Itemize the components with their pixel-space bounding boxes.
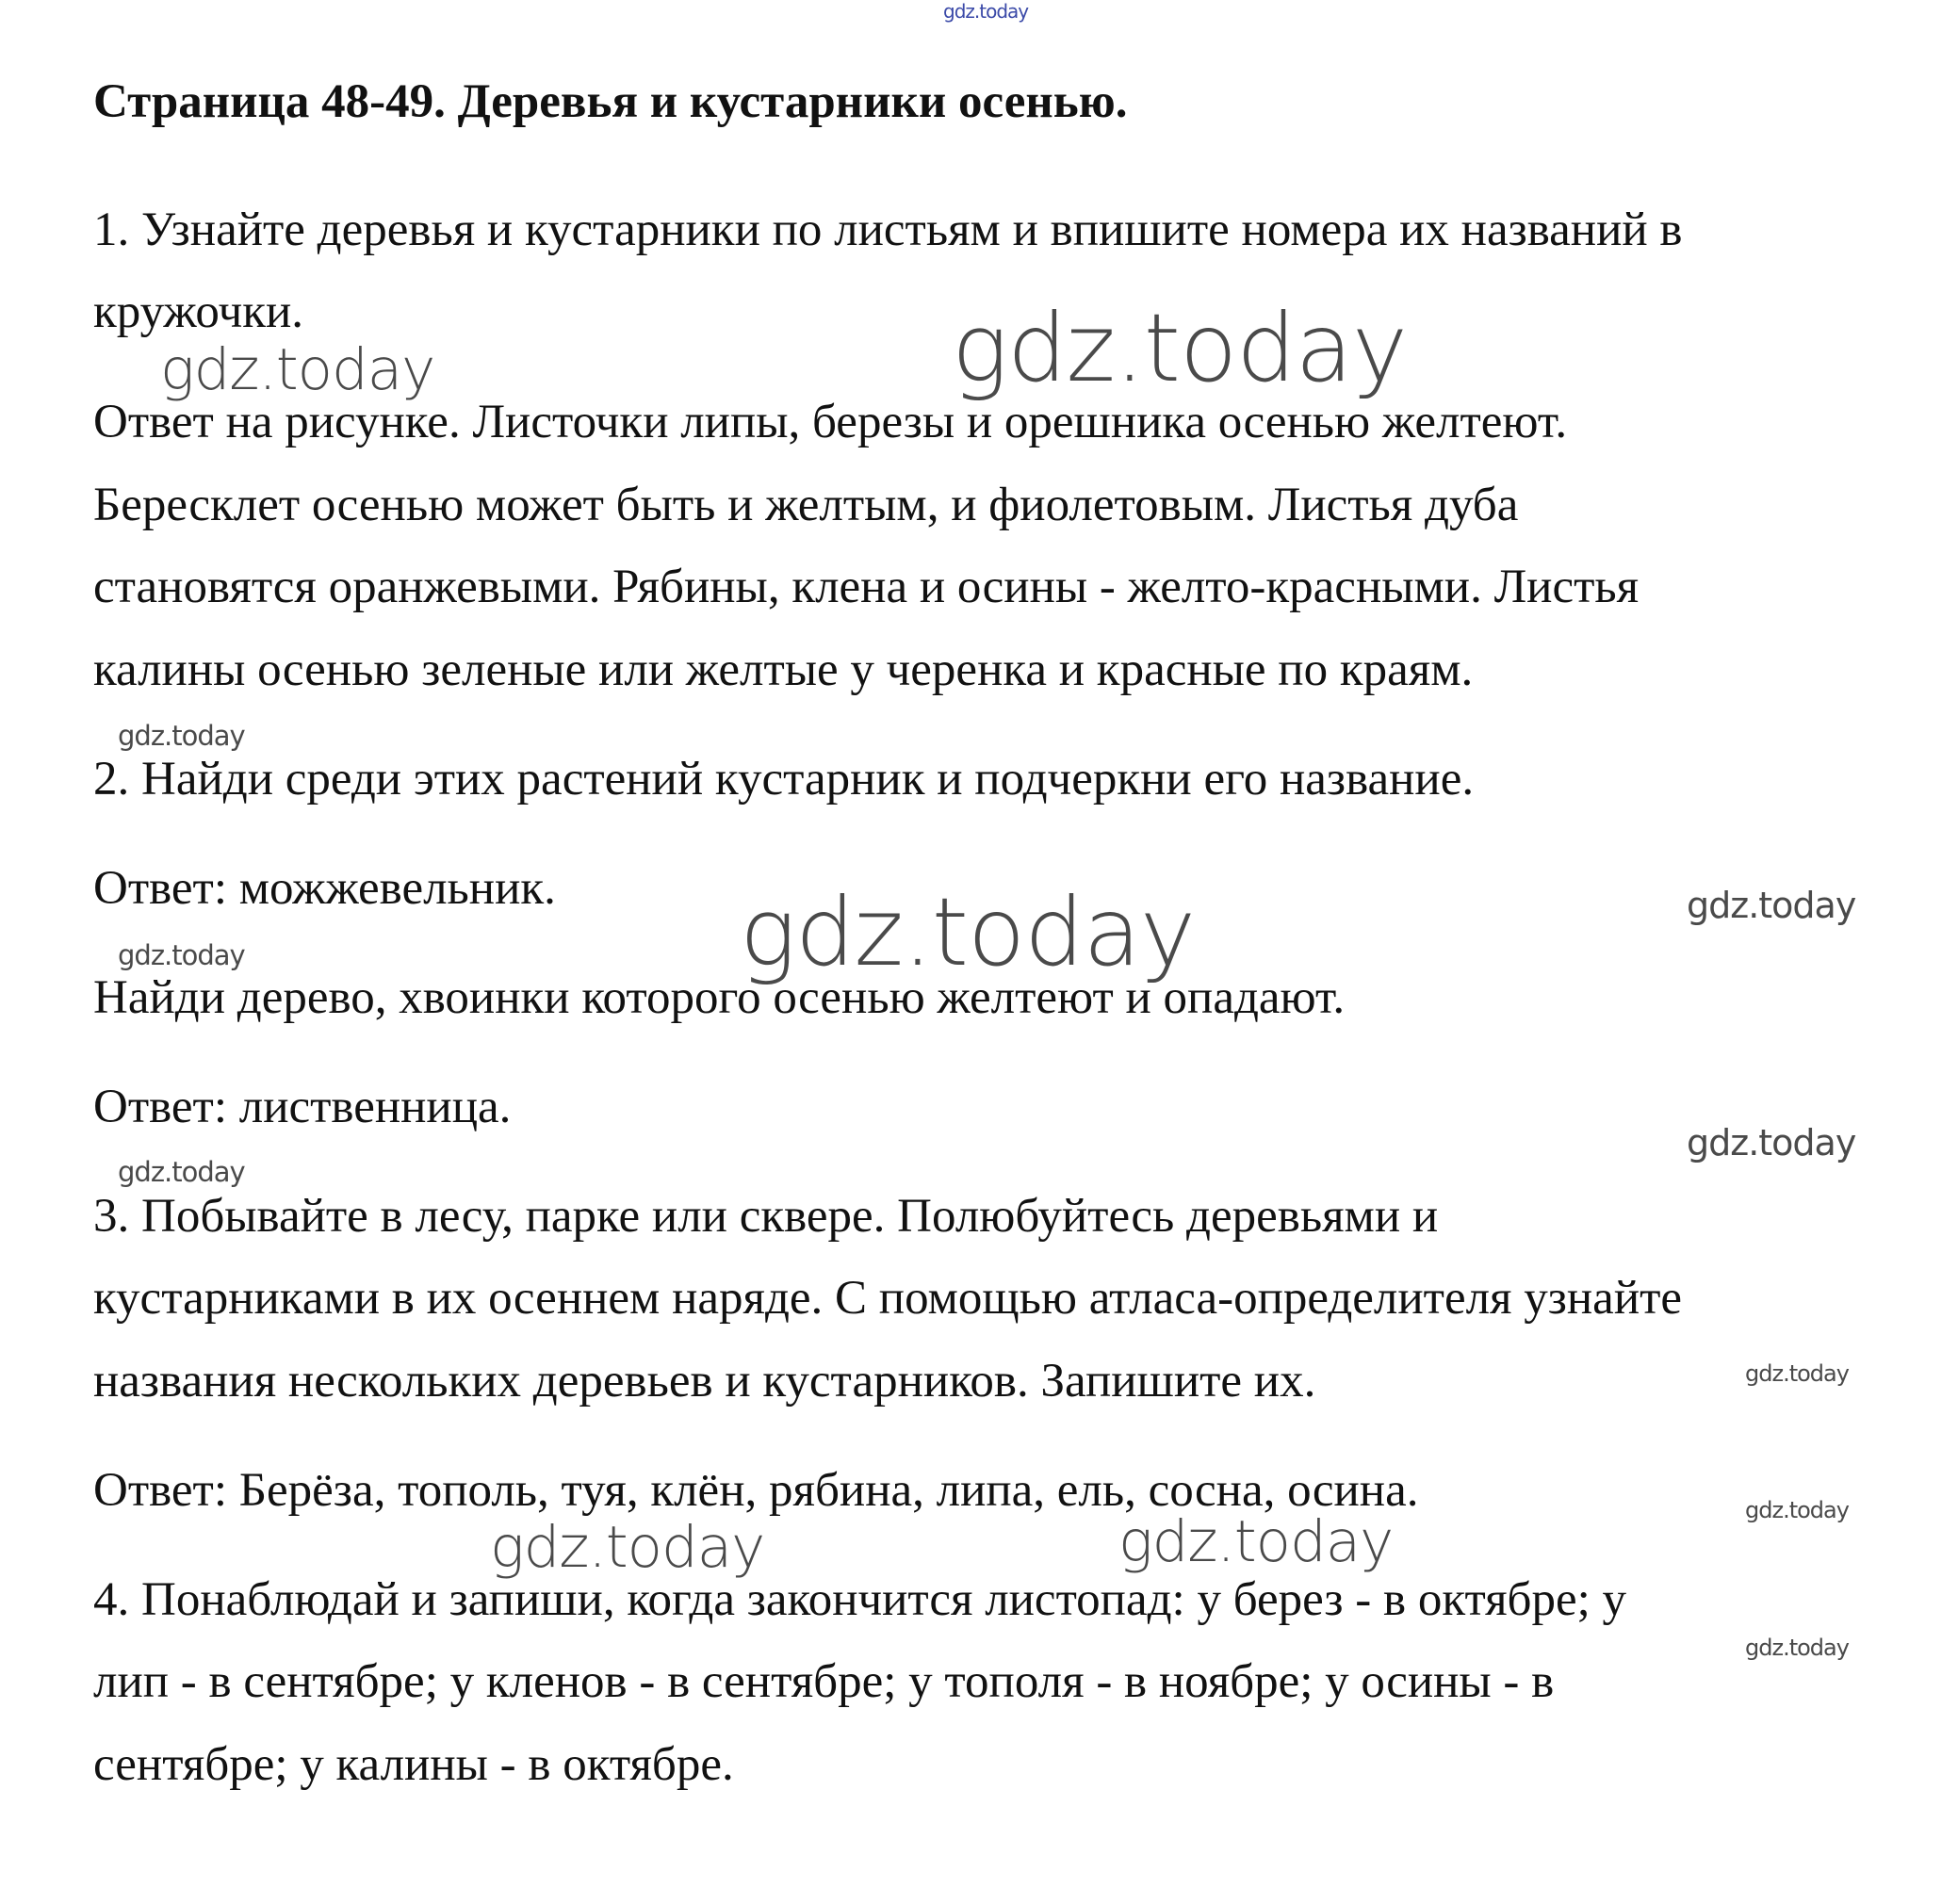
task2-question2: Найди дерево, хвоинки которого осенью желтеют и опадают. [93,971,1346,1024]
watermark-medium-3: gdz.today [1118,1508,1394,1575]
task3-line2: кустарниками в их осеннем наряде. С помощью атласа-определителя узнайте [93,1272,1683,1325]
answer1-line2: Бересклет осенью может быть и желтым, и фиолетовым. Листья дуба [93,479,1519,531]
watermark-small-2: gdz.today [118,939,245,971]
watermark-right-1: gdz.today [1687,885,1856,926]
answer1-line1: Ответ на рисунке. Листочки липы, березы и орешника осенью желтеют. [93,396,1568,448]
watermark-medium-2: gdz.today [490,1514,765,1581]
watermark-right-4: gdz.today [1745,1497,1849,1523]
task1-line1: 1. Узнайте деревья и кустарники по листьям и впишите номера их названий в [93,203,1683,256]
watermark-large-2: gdz.today [740,877,1196,987]
watermark-small-1: gdz.today [118,720,245,752]
task2-answer2: Ответ: лиственница. [93,1081,512,1133]
watermark-top: gdz.today [943,0,1029,23]
watermark-small-3: gdz.today [118,1156,245,1188]
watermark-right-2: gdz.today [1687,1122,1856,1164]
watermark-right-5: gdz.today [1745,1635,1849,1661]
task3-line3: названия нескольких деревьев и кустарников. Запишите их. [93,1355,1316,1408]
task1-line2: кружочки. [93,285,304,338]
task4-line3: сентябре; у калины - в октябре. [93,1738,734,1791]
task4-line1: 4. Понаблюдай и запиши, когда закончится листопад: у берез - в октябре; у [93,1573,1627,1626]
task3-line1: 3. Побывайте в лесу, парке или сквере. Полюбуйтесь деревьями и [93,1190,1439,1243]
watermark-right-3: gdz.today [1745,1360,1849,1387]
watermark-large-1: gdz.today [952,293,1408,403]
watermark-medium-1: gdz.today [160,336,435,403]
answer1-line3: становятся оранжевыми. Рябины, клена и осины - желто-красными. Листья [93,561,1640,613]
answer1-line4: калины осенью зеленые или желтые у черенка и красные по краям. [93,643,1474,696]
task2-question1: 2. Найди среди этих растений кустарник и подчеркни его название. [93,753,1475,806]
page-title: Страница 48-49. Деревья и кустарники осенью. [93,75,1128,128]
task2-answer1: Ответ: можжевельник. [93,862,556,915]
task4-line2: лип - в сентябре; у кленов - в сентябре; у тополя - в ноябре; у осины - в [93,1655,1555,1708]
task3-answer: Ответ: Берёза, тополь, туя, клён, рябина, липа, ель, сосна, осина. [93,1464,1419,1517]
